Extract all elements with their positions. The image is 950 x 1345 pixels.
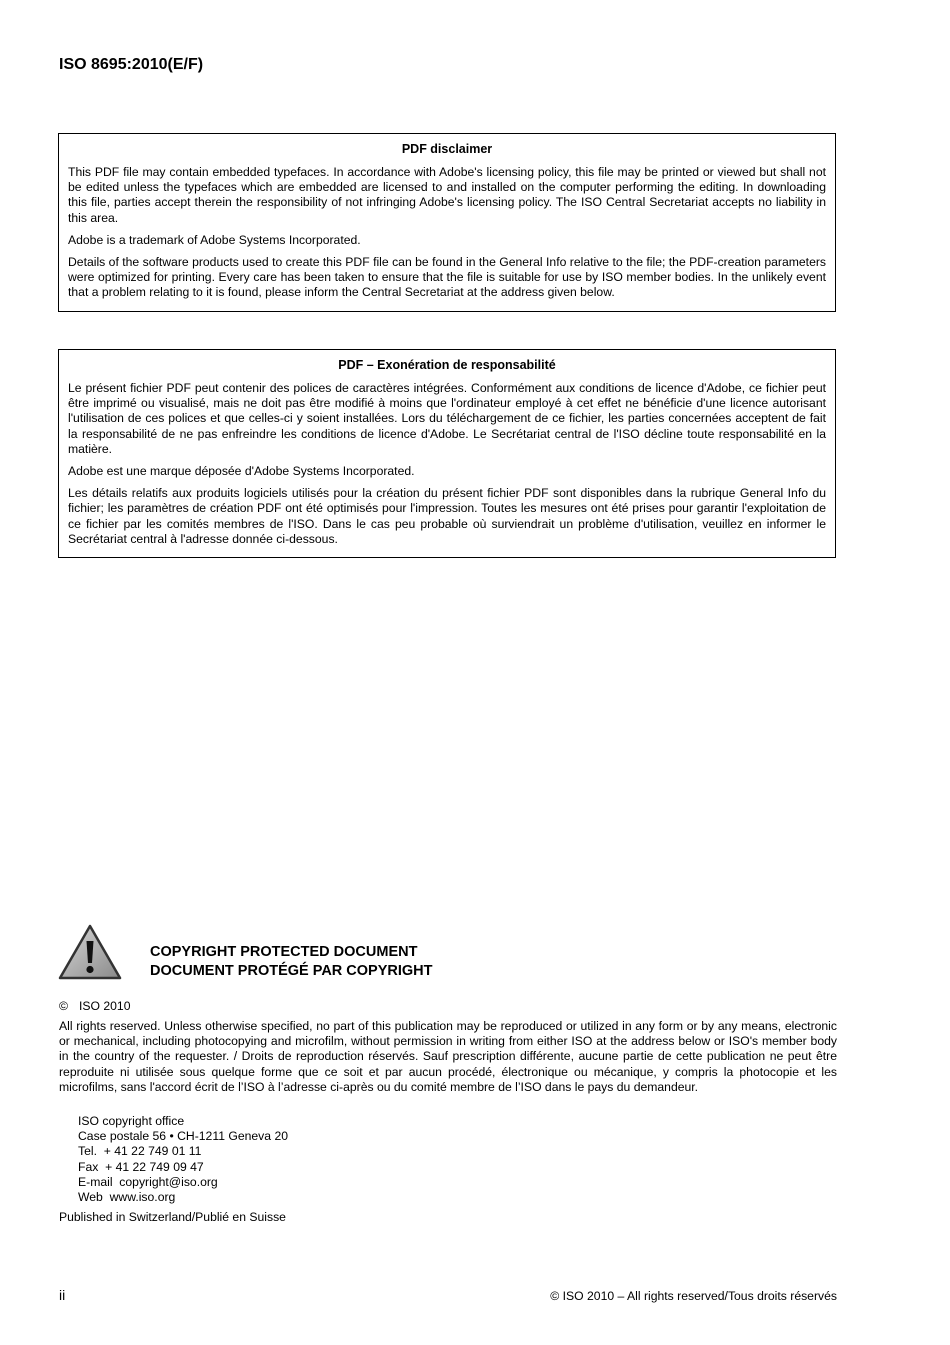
pdf-disclaimer-fr (58, 349, 836, 558)
published-in: Published in Switzerland/Publié en Suisse (59, 1210, 286, 1224)
disclaimer-en-paragraph: This PDF file may contain embedded typefaces. In accordance with Adobe's licensing policy, this file may be printed or viewed but shall not be edited unless the typefaces which are embedded are licensed to and installed on the computer performing the editing. In downloading this file, parties accept therein the responsibility of not infringing Adobe's licensing policy. The ISO Central Secretariat accepts no liability in this area. (68, 165, 826, 225)
page-number: ii (59, 1287, 66, 1303)
disclaimer-fr-paragraph: Les détails relatifs aux produits logiciels utilisés pour la création du présent fichier PDF sont disponibles dans la rubrique General Info du fichier; les paramètres de création PDF ont été optimisés pour l'impression. Toutes les mesures ont été prises pour garantir l'exploitation de ce fichier par les comités membres de l'ISO. Dans le cas peu probable où surviendrait un problème d'utilisation, veuillez en informer le Secrétariat central à l'adresse donnée ci-dessous. (68, 486, 826, 546)
disclaimer-en-title: PDF disclaimer (401, 142, 493, 156)
address-line: E-mail copyright@iso.org (78, 1174, 218, 1189)
document-id: ISO 8695:2010(E/F) (59, 56, 204, 73)
disclaimer-fr-title: PDF – Exonération de responsabilité (338, 358, 556, 372)
address-line: Web www.iso.org (78, 1190, 176, 1205)
pdf-disclaimer-en (58, 133, 836, 312)
address-line: Case postale 56 • CH-1211 Geneva 20 (78, 1129, 289, 1144)
iso-address (78, 1114, 288, 1205)
warning-icon (58, 924, 122, 981)
address-line: Fax + 41 22 749 09 47 (78, 1159, 204, 1174)
disclaimer-fr-paragraph: Le présent fichier PDF peut contenir des polices de caractères intégrées. Conformément aux conditions de licence d'Adobe, ce fichier peut être imprimé ou visualisé, mais ne doit pas être modifié à moins que l'ordinateur employé à cet effet ne bénéficie d'une licence autorisant l'utilisation de ces polices et que celles-ci y soient installées. Lors du téléchargement de ce fichier, les parties concernées acceptent de fait la responsabilité de ne pas enfreindre les conditions de licence d'Adobe. Le Secrétariat central de l'ISO décline toute responsabilité en la matière. (68, 381, 826, 456)
copyright-heading-fr: DOCUMENT PROTÉGÉ PAR COPYRIGHT (150, 963, 433, 979)
copyright-body: All rights reserved. Unless otherwise specified, no part of this publication may be reproduced or utilized in any form or by any means, electronic or mechanical, including photocopying and microfilm, without permission in writing from either ISO at the address below or ISO's member body in the country of the requester. / Droits de reproduction réservés. Sauf prescription différente, aucune partie de cette publication ne peut être reproduite ni utilisée sous quelque forme que ce soit et par aucun procédé, électronique ou mécanique, y compris la photocopie et les microfilms, sans l'accord écrit de l’ISO à l’adresse ci-après ou du comité membre de l’ISO dans le pays du demandeur. (59, 1019, 837, 1094)
footer-rights: © ISO 2010 – All rights reserved/Tous droits réservés (550, 1289, 837, 1303)
disclaimer-en-paragraph: Details of the software products used to create this PDF file can be found in the General Info relative to the file; the PDF-creation parameters were optimized for printing. Every care has been taken to ensure that the file is suitable for use by ISO member bodies. In the unlikely event that a problem relating to it is found, please inform the Central Secretariat at the address given below. (68, 255, 826, 300)
address-line: ISO copyright office (78, 1114, 185, 1128)
copyright-year-text: ISO 2010 (79, 999, 131, 1013)
copyright-symbol: © (59, 999, 68, 1013)
disclaimer-fr-paragraph: Adobe est une marque déposée d'Adobe Systems Incorporated. (68, 464, 415, 479)
copyright-heading-en: COPYRIGHT PROTECTED DOCUMENT (150, 944, 418, 960)
address-line: Tel. + 41 22 749 01 11 (78, 1144, 202, 1159)
copyright-heading (150, 943, 433, 981)
copyright-year (59, 999, 131, 1013)
disclaimer-en-paragraph: Adobe is a trademark of Adobe Systems Incorporated. (68, 232, 361, 247)
